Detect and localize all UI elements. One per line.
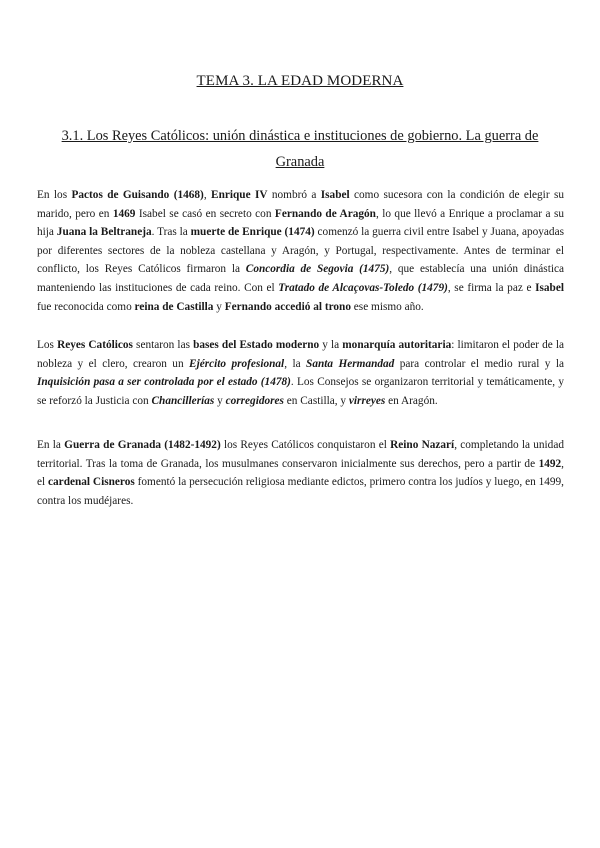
- text-run: , la: [284, 357, 307, 370]
- bold-italic-term: Ejército profesional: [189, 357, 285, 370]
- bold-italic-term: virreyes: [348, 394, 386, 407]
- text-run: y: [214, 394, 226, 407]
- bold-term: Pactos de Guisando (1468): [71, 189, 204, 201]
- text-run: : limitaron el poder de la nobleza y el clero, crearon un: [37, 339, 564, 370]
- text-run: Los: [37, 339, 58, 351]
- text-run: como sucesora con la condición de elegir su marido, pero en: [37, 189, 564, 220]
- bold-term: 1492: [538, 457, 562, 470]
- paragraph-reforms: [37, 336, 564, 410]
- bold-term: Guerra de Granada (1482-1492): [64, 439, 221, 451]
- text-run: sentaron las: [132, 339, 194, 351]
- text-run: , que establecía una unión dinástica manteniendo las instituciones de cada reino. Con el: [37, 263, 564, 294]
- text-run: , lo que llevó a Enrique a proclamar a su hija: [37, 207, 564, 239]
- text-run: nombró a: [267, 189, 321, 201]
- text-run: , completando la unidad territorial. Tras la toma de Granada, los musulmanes conservaron inicialmente sus derechos, pero a partir de: [37, 439, 564, 470]
- bold-term: Reyes Católicos: [57, 339, 133, 351]
- text-run: . Tras la: [151, 226, 191, 239]
- bold-term: 1469: [112, 207, 136, 220]
- bold-term: cardenal Cisneros: [48, 476, 135, 489]
- bold-term: Isabel: [535, 281, 564, 294]
- bold-term: bases del Estado moderno: [193, 339, 320, 351]
- text-run: fomentó la persecución religiosa mediante edictos, primero contra los judíos y luego, en 1499, contra los mudéjares.: [37, 476, 564, 507]
- text-run: , se firma la paz e: [447, 281, 536, 294]
- bold-term: muerte de Enrique (1474): [190, 226, 315, 239]
- text-run: ,: [203, 189, 212, 201]
- section-heading: 3.1. Los Reyes Católicos: unión dinástica e instituciones de gobierno. La guerra de Granada: [61, 128, 539, 170]
- text-run: En los: [37, 189, 72, 201]
- text-run: , el: [37, 457, 564, 489]
- bold-italic-term: corregidores: [225, 394, 284, 407]
- bold-italic-term: Chancillerías: [151, 394, 215, 407]
- bold-term: Juana la Beltraneja: [56, 226, 152, 239]
- text-run: En la: [37, 439, 65, 451]
- bold-italic-term: Tratado de Alcaçovas-Toledo (1479): [278, 281, 448, 294]
- paragraph-granada-war: [37, 436, 564, 510]
- text-run: fue reconocida como: [37, 300, 135, 313]
- text-run: . Los Consejos se organizaron territorial y temáticamente, y se reforzó la Justicia con: [37, 376, 564, 407]
- bold-term: Isabel: [320, 189, 350, 201]
- text-run: y la: [319, 339, 343, 351]
- text-run: los Reyes Católicos conquistaron el: [220, 439, 391, 451]
- text-run: Isabel se casó en secreto con: [135, 207, 275, 220]
- page-title: TEMA 3. LA EDAD MODERNA: [196, 73, 404, 89]
- text-run: para controlar el medio rural y la: [394, 357, 565, 370]
- bold-term: Fernando accedió al trono: [224, 300, 351, 313]
- paragraph-succession: [37, 186, 564, 316]
- bold-italic-term: Concordia de Segovia (1475): [245, 263, 390, 276]
- text-run: en Aragón.: [385, 394, 438, 407]
- bold-term: monarquía autoritaria: [342, 339, 452, 351]
- text-run: ese mismo año.: [350, 300, 424, 313]
- bold-term: Fernando de Aragón: [274, 207, 376, 220]
- text-run: comenzó la guerra civil entre Isabel y Juana, apoyadas por diferentes sectores de la nobleza castellana y Aragón, y Portugal, respectivamente. Antes de terminar el conflicto, los Reyes Católicos firmaron la: [37, 226, 564, 276]
- bold-term: Enrique IV: [211, 189, 268, 201]
- bold-term: Reino Nazarí: [390, 439, 455, 451]
- text-run: en Castilla, y: [283, 394, 349, 407]
- text-run: y: [213, 300, 225, 313]
- bold-italic-term: Inquisición pasa a ser controlada por el estado (1478): [37, 376, 291, 389]
- bold-italic-term: Santa Hermandad: [306, 357, 395, 370]
- bold-term: reina de Castilla: [134, 300, 214, 313]
